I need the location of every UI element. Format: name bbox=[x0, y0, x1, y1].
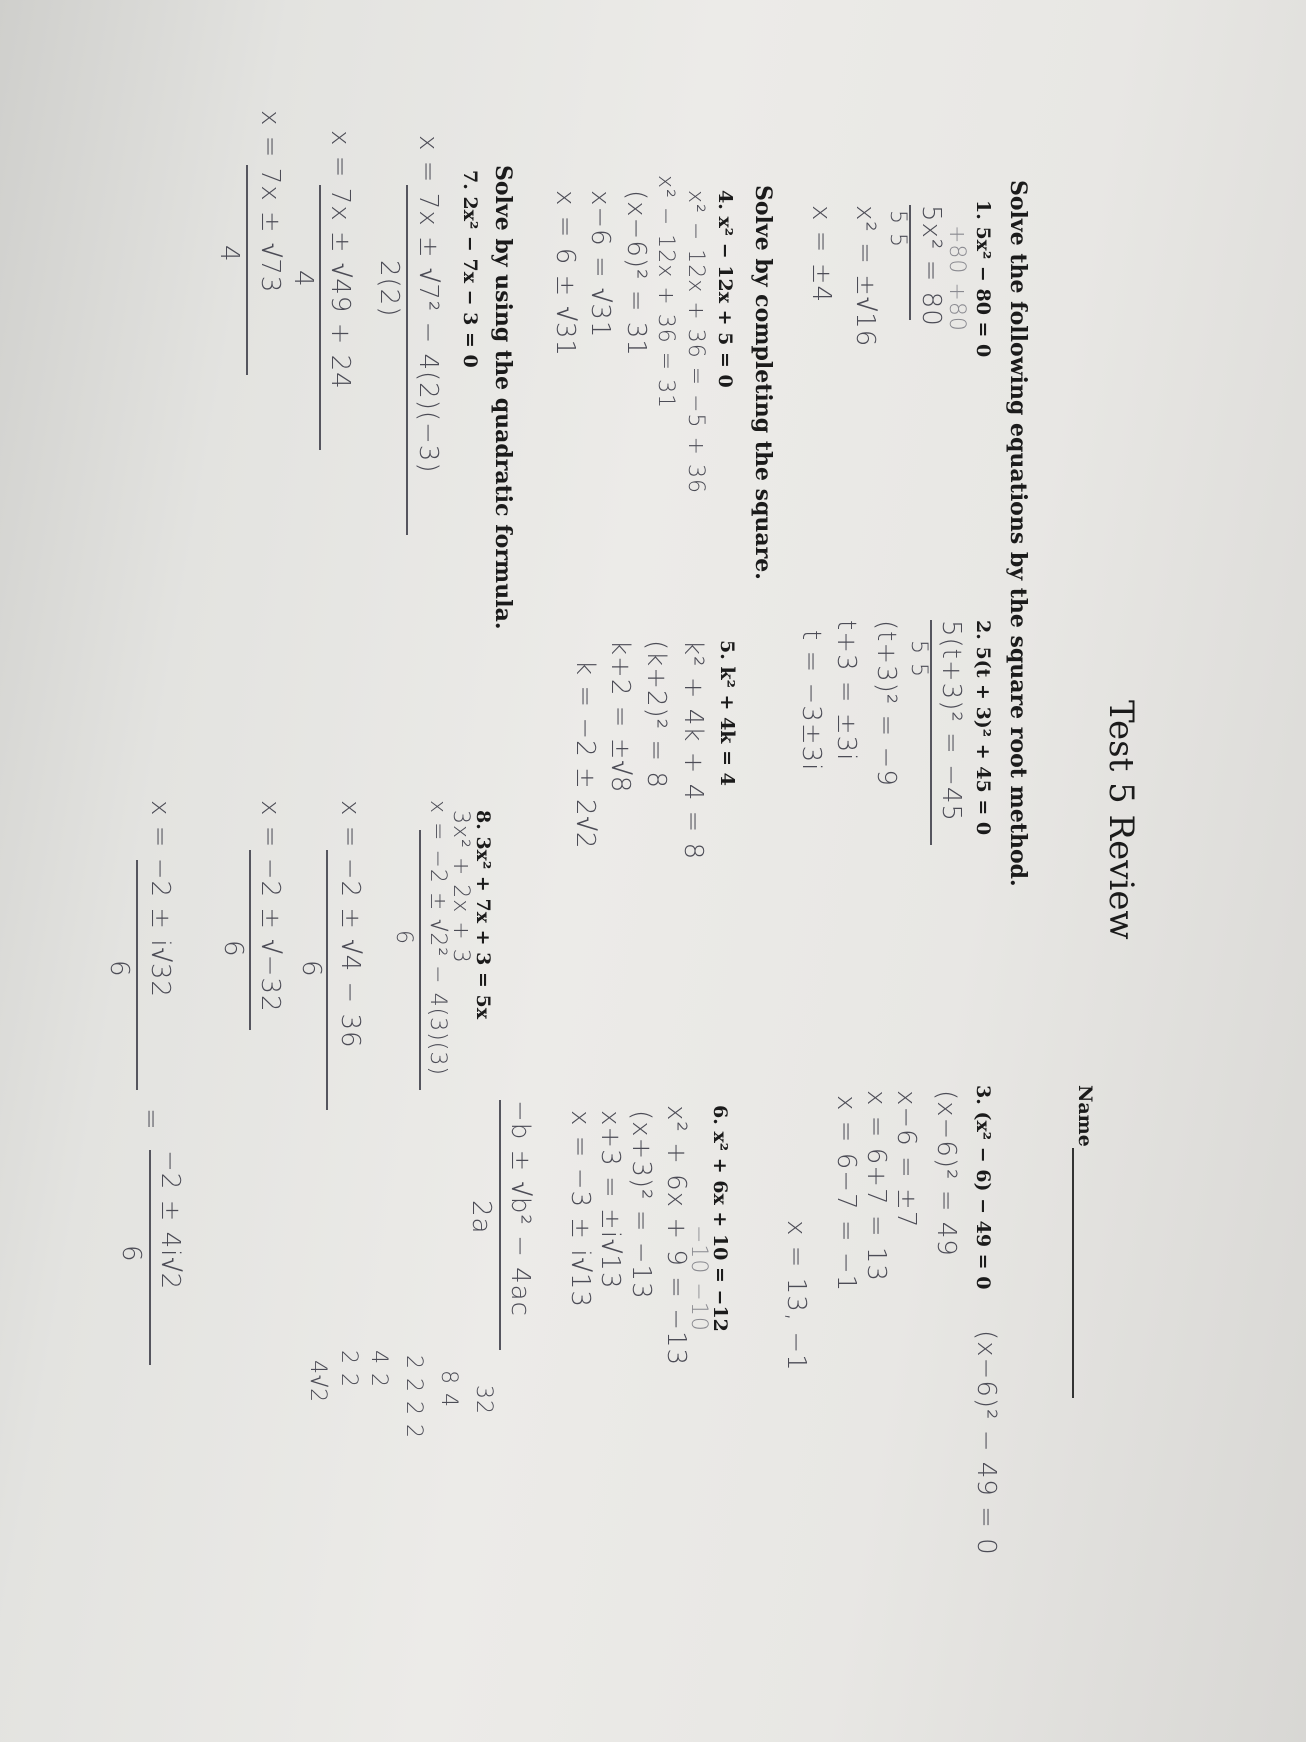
section1-instruction: Solve the following equations by the square root method. bbox=[1005, 180, 1031, 887]
formula-numerator: −b ± √b² − 4ac bbox=[505, 1100, 535, 1317]
formula-fraction-bar bbox=[499, 1100, 501, 1350]
p7-work-line: x = 7x ± √49 + 24 bbox=[325, 130, 355, 390]
p2-work-line: 5(t+3)² = −45 bbox=[936, 620, 966, 822]
scratch-work: 4√2 bbox=[305, 1360, 330, 1404]
p8-answer-denominator: 6 bbox=[116, 1245, 146, 1263]
page-title: Test 5 Review bbox=[1101, 700, 1141, 940]
p4-work-line: x² − 12x + 36 = 31 bbox=[653, 175, 678, 410]
section2-instruction: Solve by completing the square. bbox=[750, 185, 776, 580]
p8-fraction-bar bbox=[136, 860, 138, 1090]
p8-work-line: x = −2 ± √2² − 4(3)(3) bbox=[425, 800, 450, 1076]
p2-work-line: 5 5 bbox=[906, 640, 931, 678]
p7-work-line: x = 7x ± √7² − 4(2)(−3) bbox=[413, 135, 443, 474]
p1-work-line: 5 5 bbox=[885, 210, 910, 248]
formula-denominator: 2a bbox=[466, 1200, 496, 1235]
p8-work-line: x = −2 ± i√32 bbox=[145, 800, 175, 998]
p2-work-line: (t+3)² = −9 bbox=[871, 620, 901, 787]
scratch-work: 2 2 bbox=[336, 1350, 361, 1388]
p4-work-line: x² − 12x + 36 = −5 + 36 bbox=[683, 190, 708, 494]
p7-work-line: x = 7x ± √73 bbox=[255, 110, 285, 294]
p8-work-line: x = −2 ± √−32 bbox=[255, 800, 285, 1013]
p8-work-line: x = −2 ± √4 − 36 bbox=[335, 800, 365, 1049]
p3-work-line: x = 6−7 = −1 bbox=[831, 1095, 861, 1293]
problem-2-prompt: 2. 5(t + 3)² + 45 = 0 bbox=[972, 620, 994, 836]
p8-work-line: 6 bbox=[391, 930, 416, 945]
p8-fraction-bar bbox=[419, 830, 421, 1090]
p8-work-line: 6 bbox=[218, 940, 248, 958]
p2-answer: t = −3±3i bbox=[796, 630, 826, 772]
problem-1-prompt: 1. 5x² − 80 = 0 bbox=[972, 200, 994, 358]
p6-work-line: x+3 = ±i√13 bbox=[595, 1110, 625, 1290]
problem-5-prompt: 5. k² + 4k = 4 bbox=[716, 640, 738, 786]
scratch-work: 32 bbox=[471, 1385, 496, 1415]
p5-work-line: (k+2)² = 8 bbox=[641, 640, 671, 789]
p8-work-line: 6 bbox=[104, 960, 134, 978]
p8-answer: −2 ± 4i√2 bbox=[155, 1150, 185, 1291]
scratch-work: 2 2 2 2 bbox=[401, 1355, 426, 1439]
p6-work-line: −10 −10 bbox=[686, 1225, 711, 1332]
p3-side-note: (x−6)² − 49 = 0 bbox=[971, 1330, 1001, 1556]
p8-fraction-bar bbox=[149, 1150, 151, 1365]
p6-work-line: x² + 6x + 9 = −13 bbox=[661, 1105, 691, 1367]
p3-work-line: x = 6+7 = 13 bbox=[861, 1090, 891, 1282]
scratch-work: 4 2 bbox=[366, 1350, 391, 1388]
name-line bbox=[1072, 1148, 1074, 1398]
p3-work-line: (x−6)² = 49 bbox=[931, 1090, 961, 1257]
problem-8-prompt: 8. 3x² + 7x + 3 = 5x bbox=[472, 810, 494, 1020]
p7-fraction-bar bbox=[406, 185, 408, 535]
p5-answer: k = −2 ± 2√2 bbox=[570, 660, 600, 850]
problem-6-prompt: 6. x² + 6x + 10 = −12 bbox=[709, 1105, 731, 1332]
problem-3-prompt: 3. (x² − 6) − 49 = 0 bbox=[972, 1085, 994, 1290]
p8-work-line: 6 bbox=[296, 960, 326, 978]
problem-7-prompt: 7. 2x² − 7x − 3 = 0 bbox=[459, 170, 481, 368]
p2-work-line: t+3 = ±3i bbox=[831, 620, 861, 762]
p1-answer: x = ±4 bbox=[806, 205, 836, 304]
p6-answer: x = −3 ± i√13 bbox=[565, 1110, 595, 1308]
p4-work-line: (x−6)² = 31 bbox=[621, 190, 651, 357]
p8-equals: = bbox=[136, 1108, 166, 1131]
p7-work-line: 2(2) bbox=[374, 260, 404, 318]
p8-work-line: 3x² + 2x + 3 bbox=[448, 810, 473, 964]
p7-fraction-bar bbox=[319, 185, 321, 450]
problem-4-prompt: 4. x² − 12x + 5 = 0 bbox=[714, 190, 736, 388]
p1-work-line: x² = ±√16 bbox=[850, 205, 880, 348]
p5-work-line: k+2 = ±√8 bbox=[605, 640, 635, 794]
p8-fraction-bar bbox=[326, 850, 328, 1110]
p3-work-line: x−6 = ±7 bbox=[891, 1090, 921, 1229]
p6-work-line: (x+3)² = −13 bbox=[626, 1110, 656, 1300]
p8-fraction-bar bbox=[249, 850, 251, 1030]
p1-work-line: +80 +80 bbox=[944, 225, 969, 332]
p4-work-line: x−6 = √31 bbox=[585, 190, 615, 339]
p4-answer: x = 6 ± √31 bbox=[550, 190, 580, 357]
p7-fraction-bar bbox=[246, 165, 248, 375]
section3-instruction: Solve by using the quadratic formula. bbox=[490, 165, 516, 630]
p5-work-line: k² + 4k + 4 = 8 bbox=[678, 640, 708, 861]
scratch-work: 8 4 bbox=[436, 1370, 461, 1408]
p1-work-line: 5x² = 80 bbox=[916, 205, 946, 327]
p7-work-line: 4 bbox=[288, 270, 318, 288]
name-label: Name bbox=[1074, 1085, 1096, 1147]
p3-answer: x = 13, −1 bbox=[781, 1220, 811, 1372]
p7-answer-denominator: 4 bbox=[214, 245, 244, 263]
